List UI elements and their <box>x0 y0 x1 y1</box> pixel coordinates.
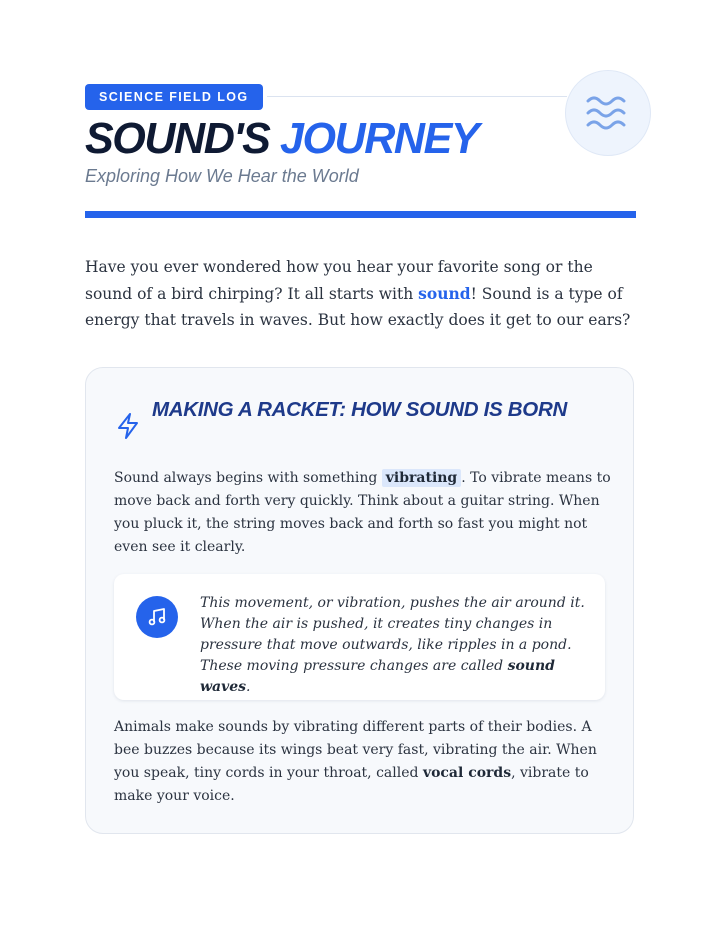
p1-text-after: . To vibrate means to move back and forth very quickly. Think about a guitar string. When you pluck it, the string moves back and forth so fast you might not even see it clearly. <box>114 470 611 555</box>
p2-text-before: Animals make sounds by vibrating different parts of their bodies. A bee buzzes because its wings beat very fast, vibrating the air. When you speak, tiny cords in your throat, called <box>114 719 597 781</box>
music-note-icon <box>147 607 167 627</box>
intro-keyword: sound <box>418 283 471 303</box>
header-badge <box>565 70 651 156</box>
callout-text-before: This movement, or vibration, pushes the air around it. When the air is pushed, it creates tiny changes in pressure that move outwards, like ripples in a pond. These moving pressure changes are called <box>200 595 585 674</box>
callout-text <box>200 593 590 698</box>
page-subtitle: Exploring How We Hear the World <box>85 166 359 186</box>
section-paragraph-2 <box>114 716 614 808</box>
p2-text-after: , vibrate to make your voice. <box>114 765 589 804</box>
highlighted-term: vibrating <box>382 469 461 487</box>
section-tag: SCIENCE FIELD LOG <box>85 84 263 110</box>
page-title <box>85 114 478 164</box>
callout-text-after: . <box>246 679 251 695</box>
page-header <box>85 84 636 224</box>
title-main: SOUND'S <box>85 114 270 163</box>
callout-icon-circle <box>136 596 178 638</box>
sound-waves-icon <box>586 93 630 133</box>
section-card <box>85 367 634 834</box>
intro-text-after: ! Sound is a type of energy that travels in waves. But how exactly does it get to our ears? <box>85 284 631 329</box>
callout-bold-term: sound waves <box>200 658 555 695</box>
p1-text-before: Sound always begins with something <box>114 470 382 486</box>
header-accent-bar <box>85 211 636 218</box>
callout-box <box>114 574 605 700</box>
section-heading: MAKING A RACKET: HOW SOUND IS BORN <box>152 398 567 421</box>
intro-text-before: Have you ever wondered how you hear your favorite song or the sound of a bird chirping? It all starts with <box>85 258 593 303</box>
section-paragraph-1 <box>114 467 614 559</box>
title-accent: JOURNEY <box>279 114 479 163</box>
p2-bold-term: vocal cords <box>422 765 512 781</box>
header-divider-line <box>267 96 567 97</box>
lightning-icon <box>115 412 141 440</box>
intro-paragraph <box>85 254 636 334</box>
